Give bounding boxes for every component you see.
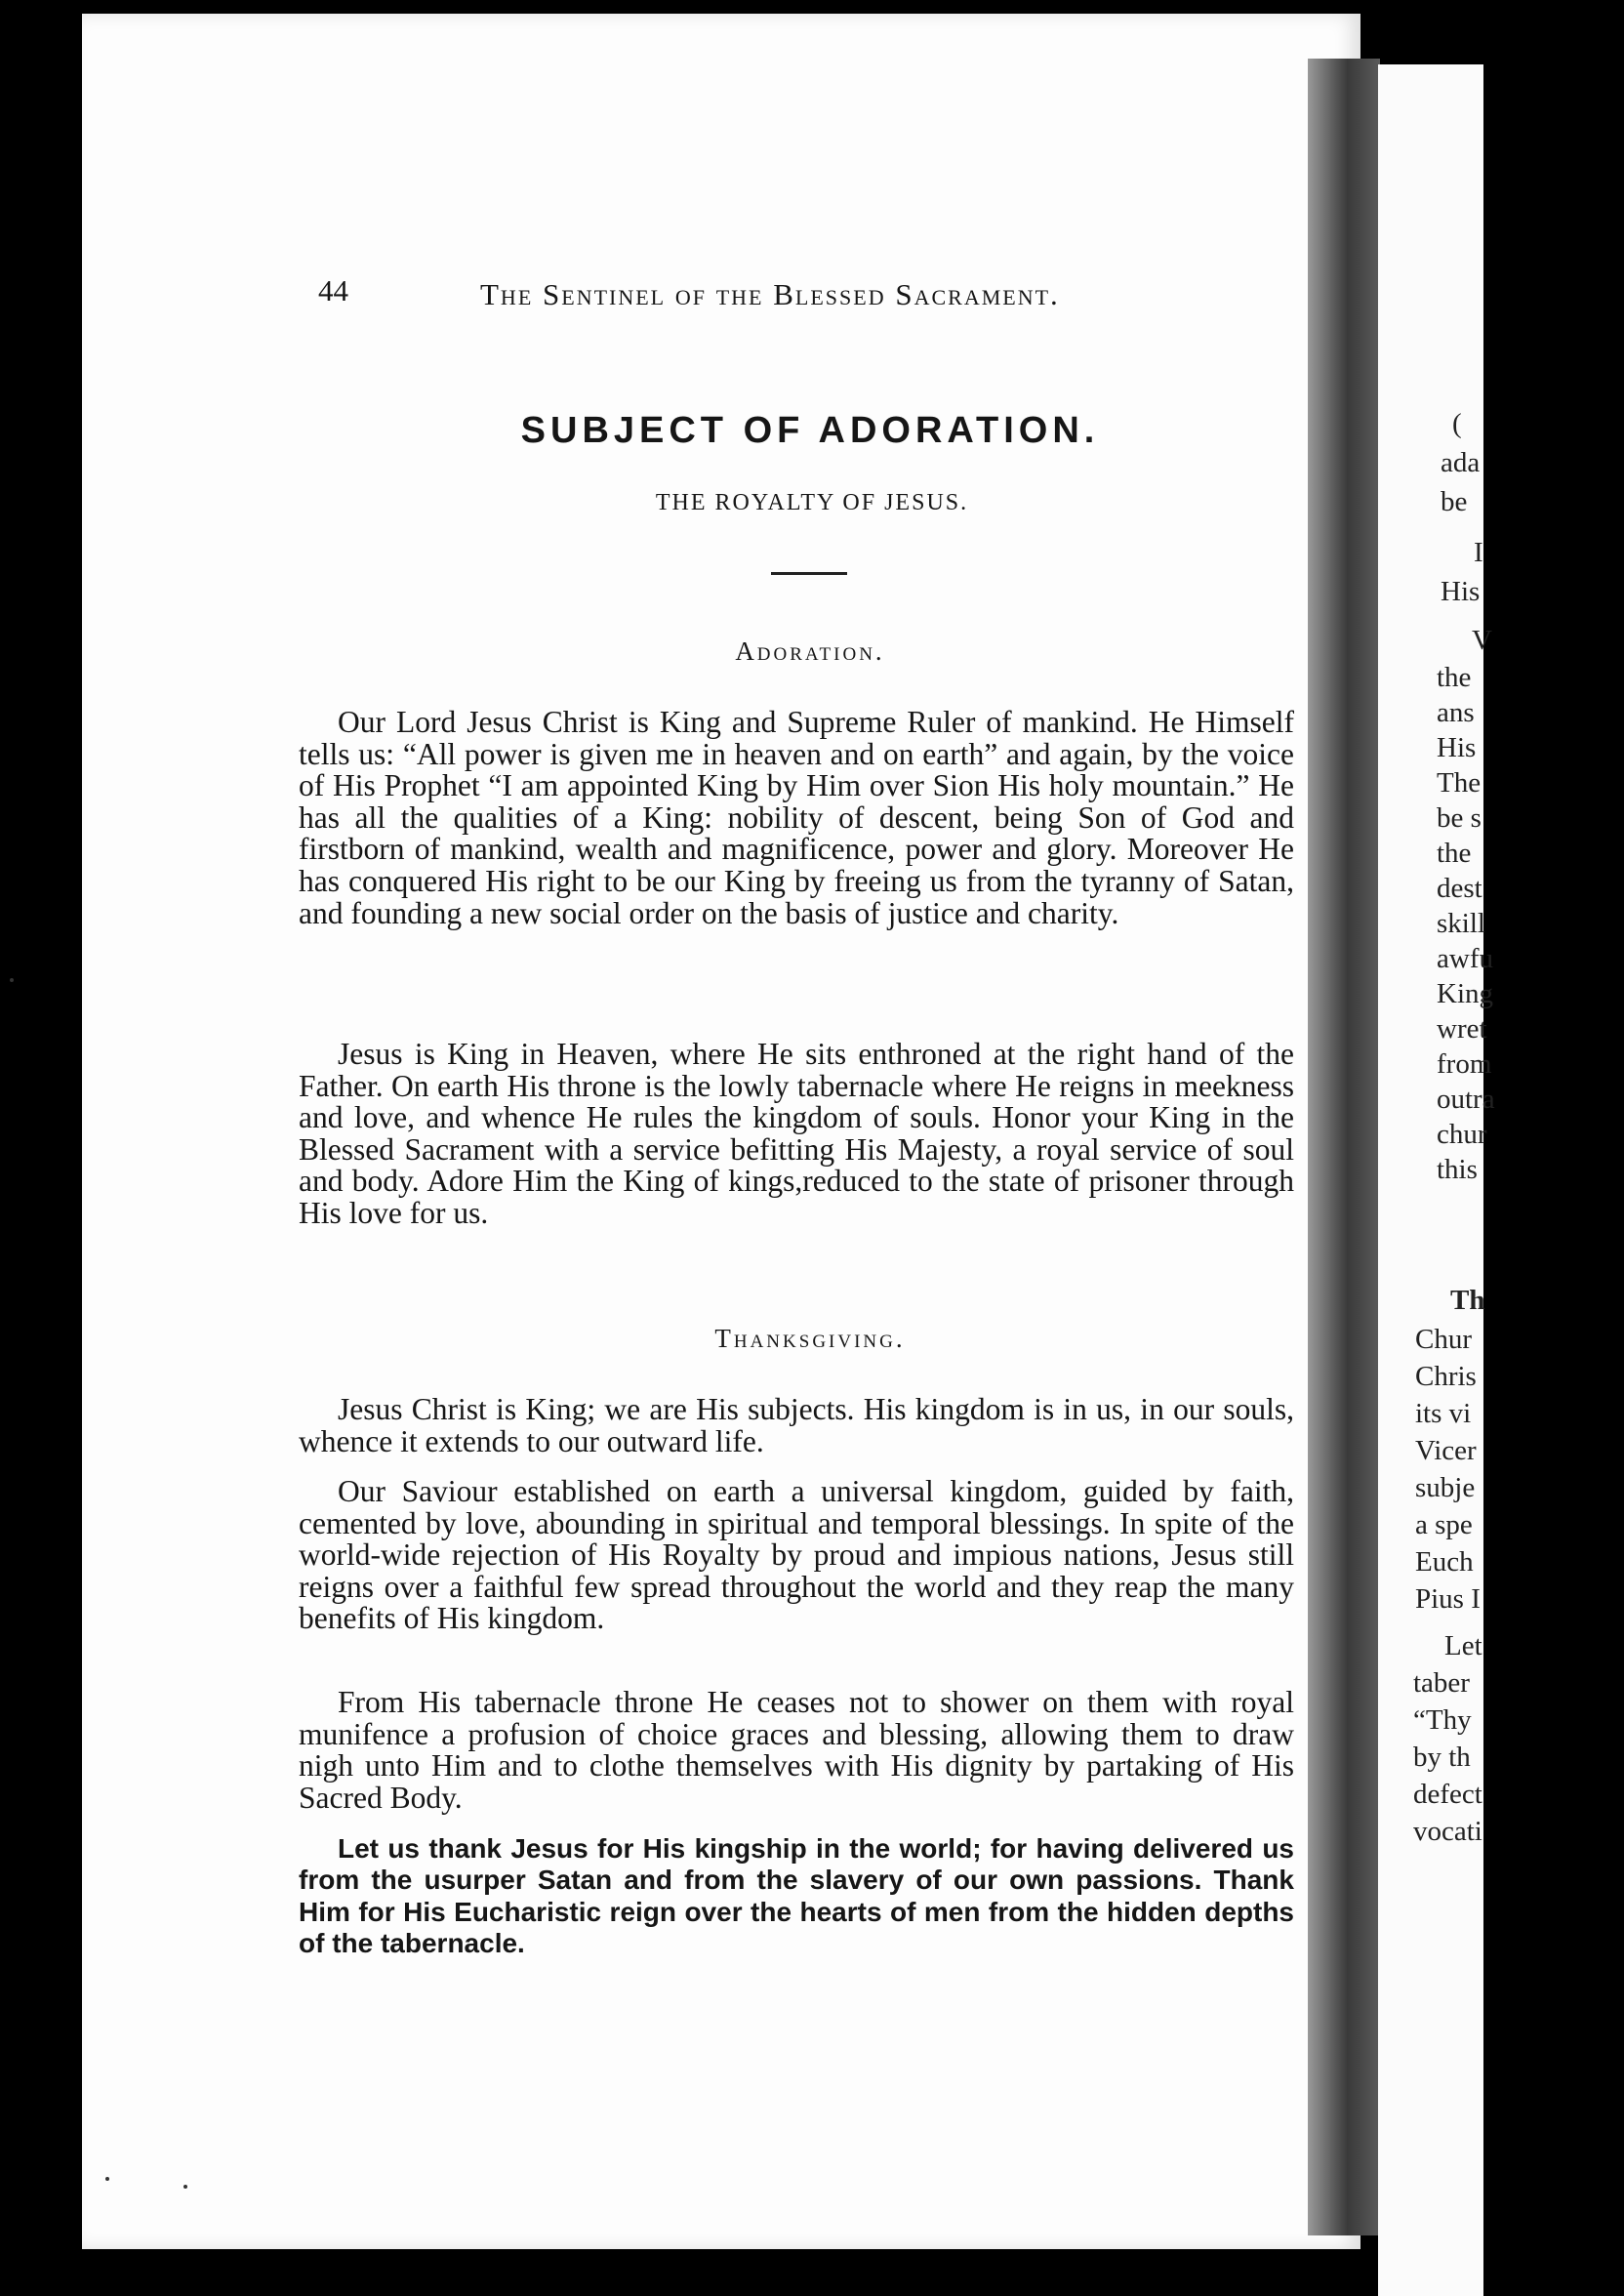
paragraph-text: Let us thank Jesus for His kingship in the world; for having delivered us from the usurper Satan and from the slavery of our own passions. Thank Him for His Eucharistic reign over the hearts of men from the hidden depths of the tabernacle. [299,1833,1294,1959]
facing-fragment: His [1441,576,1481,607]
facing-fragment: V [1472,625,1492,656]
facing-fragment: subje [1415,1472,1476,1503]
facing-fragment: by th [1413,1742,1471,1773]
facing-fragment: this [1437,1154,1478,1185]
facing-fragment: the [1437,838,1472,869]
paragraph [299,1394,1294,1457]
paragraph [299,1687,1294,1814]
facing-fragment: His [1437,732,1477,763]
facing-fragment: awfu [1437,943,1493,974]
facing-fragment: King [1437,978,1493,1009]
paragraph [299,1833,1294,1960]
facing-fragment: its vi [1415,1398,1472,1429]
book-gutter [1308,59,1380,2235]
scan-speck [105,2177,109,2181]
facing-fragment: Chur [1415,1324,1472,1355]
running-title-text: The Sentinel of the Blessed Sacrament. [480,277,1060,311]
facing-fragment: be s [1437,802,1482,834]
facing-fragment: wret [1437,1013,1487,1045]
section-heading-adoration: Adoration. [735,636,885,666]
paragraph-text: From His tabernacle throne He ceases not to shower on them with royal munifence a profusion of choice graces and blessing, allowing them to draw nigh unto Him and to clothe themselves with His dignity by partaking of His Sacred Body. [299,1685,1294,1815]
facing-fragment: Th [1450,1285,1485,1316]
facing-fragment: chur [1437,1119,1487,1150]
facing-fragment: be [1441,486,1468,517]
facing-page [1378,64,1495,2296]
divider-rule [771,572,847,575]
facing-fragment: Euch [1415,1546,1474,1578]
paragraph [299,1476,1294,1635]
facing-fragment: defect [1413,1779,1482,1810]
facing-fragment: Let [1444,1630,1482,1661]
page-title: SUBJECT OF ADORATION. [520,410,1100,451]
facing-fragment: ( [1452,408,1462,439]
paragraph-text: Jesus Christ is King; we are His subjects. His kingdom is in us, in our souls, whence it extends to our outward life. [299,1392,1294,1458]
facing-fragment: I [1474,537,1483,568]
facing-fragment: The [1437,767,1482,799]
paragraph [299,1039,1294,1230]
paragraph-text: Jesus is King in Heaven, where He sits enthroned at the right hand of the Father. On earth His throne is the lowly tabernacle where He reigns in meekness and love, and whence He rules the kingdom of souls. Honor your King in the Blessed Sacrament with a service befitting His Majesty, a royal service of soul and body. Adore Him the King of kings,reduced to the state of prisoner through His love for us. [299,1037,1294,1230]
facing-fragment: Pius I [1415,1583,1481,1615]
paragraph [299,707,1294,929]
facing-fragment: outra [1437,1084,1495,1115]
paragraph-text: Our Saviour established on earth a universal kingdom, guided by faith, cemented by love, abounding in spiritual and temporal blessings. In spite of the world-wide rejection of His Royalty by proud and impious nations, Jesus still reigns over a faithful few spread throughout the world and they reap the many benefits of His kingdom. [299,1474,1294,1636]
facing-fragment: skill [1437,908,1485,939]
facing-fragment: vocati [1413,1816,1482,1847]
page-number: 44 [318,273,348,308]
facing-fragment: Vicer [1415,1435,1477,1466]
facing-fragment: from [1437,1048,1492,1080]
facing-fragment: “Thy [1413,1704,1472,1736]
facing-fragment: the [1437,662,1472,693]
scan-speck [183,2185,187,2189]
paragraph-text: Our Lord Jesus Christ is King and Supreme Ruler of mankind. He Himself tells us: “All power is given me in heaven and on earth” and again, by the voice of His Prophet “I am appointed King by Him over Sion His holy mountain.” He has all the qualities of a King: nobility of descent, being Son of God and firstborn of mankind, wealth and magnificence, power and glory. Moreover He has conquered His right to be our King by freeing us from the tyranny of Satan, and founding a new social order on the basis of justice and charity. [299,705,1294,930]
facing-fragment: taber [1413,1667,1470,1699]
running-title [480,277,1060,312]
scan-speck [10,978,14,982]
page-subtitle: THE ROYALTY OF JESUS. [655,490,969,515]
facing-fragment: dest [1437,873,1482,904]
facing-fragment: ada [1441,447,1481,478]
facing-fragment: Chris [1415,1361,1477,1392]
facing-fragment: ans [1437,697,1475,728]
facing-fragment: a spe [1415,1509,1473,1540]
section-heading-thanksgiving: Thanksgiving. [714,1324,906,1353]
